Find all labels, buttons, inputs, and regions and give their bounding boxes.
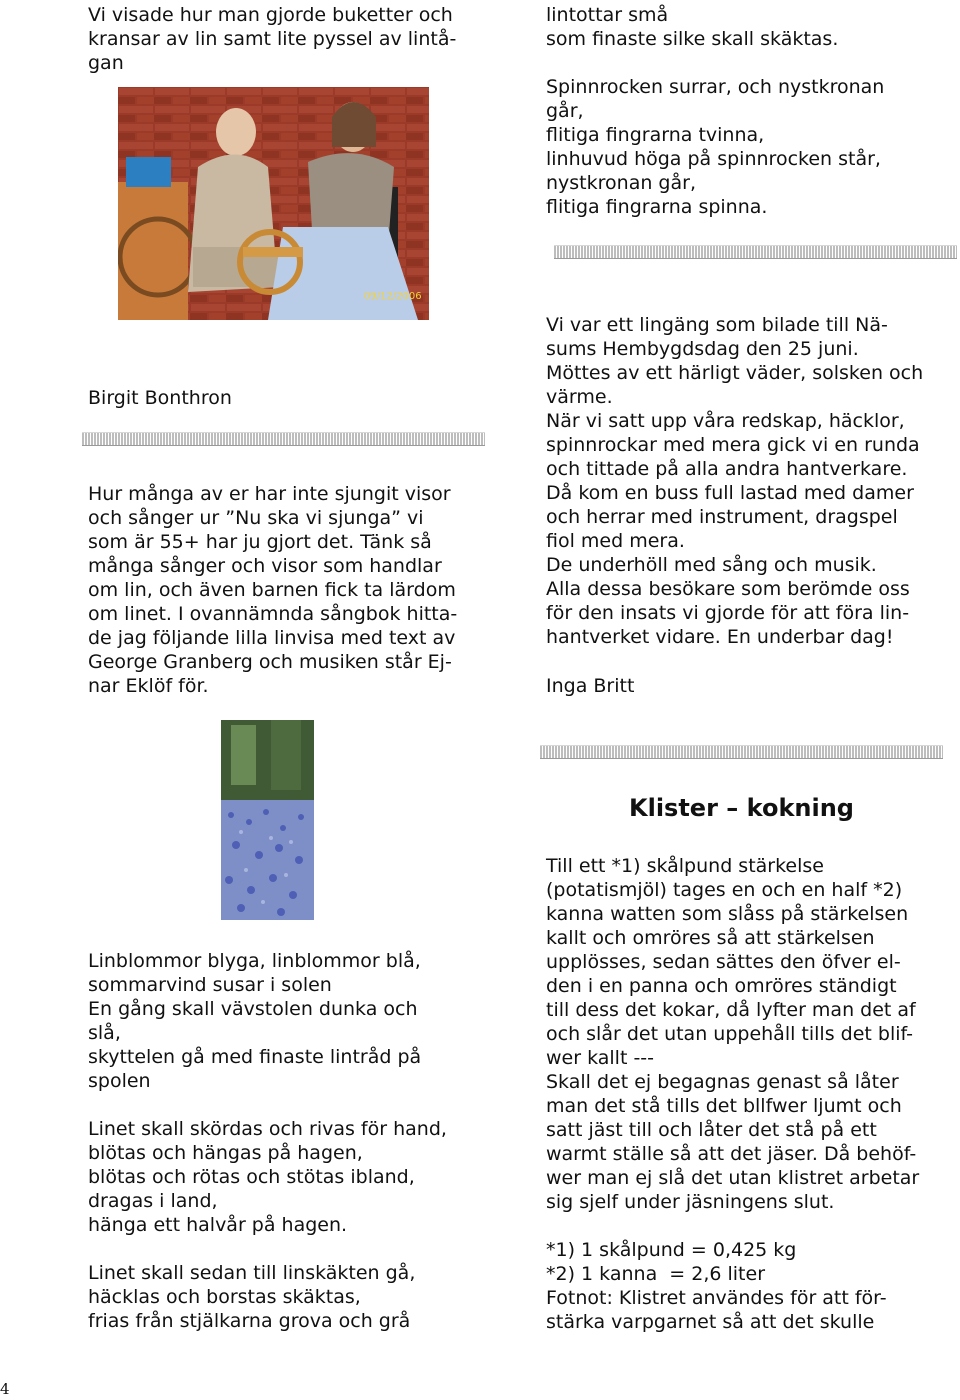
hembygdsdag-report: Vi var ett lingäng som bilade till Nä- sums Hembygdsdag den 25 juni. Möttes av ett härligt väder, solsken och värme. När vi satt upp våra redskap, häcklor, spinnrockar med mera gick vi en runda och tittade på alla andra hantverkare. Då kom en buss full lastad med damer och herrar med instrument, dragspel fiol med mera. De underhöll med sång och musik. Alla dessa besökare som berömde oss för den insats vi gjorde för att föra lin- hantverket vidare. En underbar dag!	[546, 314, 924, 648]
page-number: 4	[0, 1380, 10, 1398]
songbook-text: Hur många av er har inte sjungit visor och sånger ur ”Nu ska vi sjunga” vi som är 55+ har ju gjort det. Tänk så många sånger och visor som handlar om lin, och även barnen fick ta lärdom om linet. I ovannämnda sångbok hitta- de jag följande lilla linvisa med text av George Granberg och musiken står Ej- nar Eklöf för.	[88, 483, 458, 697]
report-signature: Inga Britt	[546, 675, 635, 697]
spinning-photo-illustration	[118, 87, 429, 320]
section-divider-right-top	[554, 245, 957, 259]
section-divider-left	[82, 432, 485, 446]
photo-date-stamp: 09/12/2006	[364, 291, 422, 302]
linvisa-poem: Linblommor blyga, linblommor blå, sommarvind susar i solen En gång skall vävstolen dunka och slå, skyttelen gå med finaste lintråd på spolen Linet skall skördas och rivas för hand, blötas och hängas på hagen, blötas och rötas och stötas ibland, dragas i land, hänga ett halvår på hagen. Linet skall sedan till linskäkten gå, häcklas och borstas skäktas, frias från stjälkarna grova och grå	[88, 950, 447, 1332]
spinning-photo	[118, 87, 429, 320]
linvisa-poem-continued: lintottar små som finaste silke skall skäktas. Spinnrocken surrar, och nystkronan går, flitiga fingrarna tvinna, linhuvud höga på spinnrocken står, nystkronan går, flitiga fingrarna spinna.	[546, 4, 885, 218]
section-divider-right-bottom	[540, 745, 943, 759]
recipe-text: Till ett *1) skålpund stärkelse (potatismjöl) tages en och en half *2) kanna watten som slåss på stärkelsen kallt och omröres så att stärkelsen upplösses, sedan sättes den öfver el- den i en panna och omröres ständigt till dess det kokar, då lyfter man det af och slår det utan uppehåll tills det blif- wer kallt --- Skall det ej begagnas genast så låter man det stå tills det bllfwer ljumt och satt jäst till och låter det stå på ett warmt ställe så att det jäser. Då behöf- wer man ej slå det utan klistret arbetar sig sjelf under jäsningens slut.	[546, 855, 920, 1213]
photo-caption: Birgit Bonthron	[88, 387, 232, 409]
recipe-heading: Klister – kokning	[629, 794, 854, 822]
flax-field-illustration	[221, 720, 314, 920]
flax-field-photo	[221, 720, 314, 920]
intro-text: Vi visade hur man gjorde buketter och kransar av lin samt lite pyssel av lintå- gan	[88, 4, 457, 74]
recipe-notes: *1) 1 skålpund = 0,425 kg *2) 1 kanna = 2,6 liter Fotnot: Klistret användes för att för- stärka varpgarnet så att det skulle	[546, 1239, 887, 1333]
